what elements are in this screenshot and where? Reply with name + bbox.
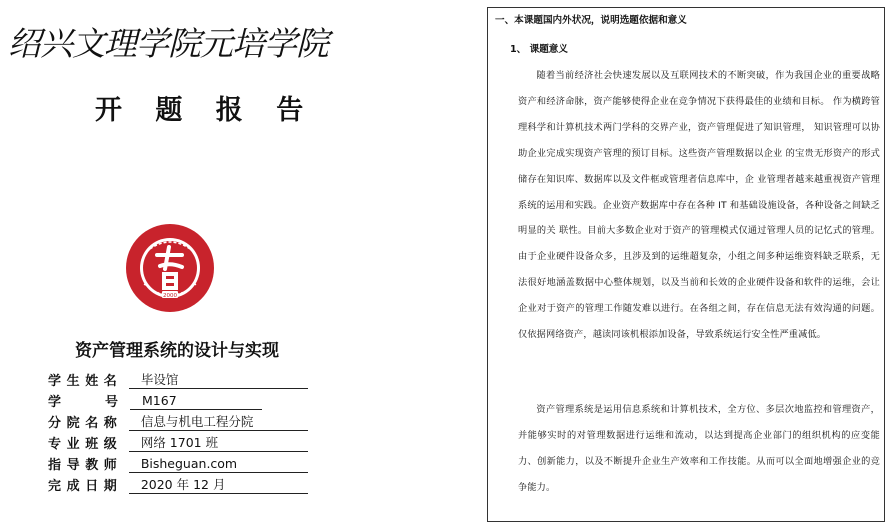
class-value: 网络 1701 班 <box>129 435 308 452</box>
report-title: 开 题 报 告 <box>95 95 316 126</box>
info-row-student-id <box>48 389 308 410</box>
department-value: 信息与机电工程分院 <box>129 414 308 431</box>
field-label: 指 导 教 师 <box>48 458 117 473</box>
field-label: 完 成 日 期 <box>48 479 117 494</box>
student-name-value: 毕设馆 <box>129 372 308 389</box>
paragraph-1: 随着当前经济社会快速发展以及互联网技术的不断突破，作为我国企业的重要战略资产和经济命脉，资产能够使得企业在竞争情况下获得最佳的业绩和目标。 作为横跨管理科学和计算机技术两门学科的交界产业，资产管理促进了知识管理， 知识管理可以协助企业完成实现资产管理的预订目标。这些资产管理数据以企业 的宝贵无形资产的形式储存在知识库、数据库以及文件框或管理者信息库中，企 业管理者越来越重视资产管理系统的运用和实践。企业资产数据库中存在各种 IT 和基础设施设备，各种设备之间缺乏明显的关 联性。目前大多数企业对于资产的管理模式仅通过管理人员的记忆式的管理。由于企业硬件设备众多，且涉及到的运维超复杂，小组之间多种运维资料缺乏联系，无法很好地涵盖数据中心整体规划，以及当前和长效的企业硬件设备和软件的运维，会让企业对于资产的管理工作随发难以进行。在各组之间，存在信息无法有效沟通的问题。仅依据网络资产，越读同该机根添加设备，导致系统运行安全性严重减低。 <box>518 70 880 341</box>
student-info-table <box>48 368 308 494</box>
sub-heading: 1、 课题意义 <box>510 44 568 55</box>
section-heading: 一、本课题国内外状况，说明选题依据和意义 <box>495 15 687 26</box>
advisor-value: Bisheguan.com <box>129 456 308 473</box>
field-label: 专 业 班 级 <box>48 437 117 452</box>
college-seal-logo <box>124 222 216 314</box>
completion-date-value: 2020 年 12 月 <box>129 477 308 494</box>
info-row-completion-date <box>48 473 308 494</box>
field-label: 学 号 <box>48 395 118 410</box>
project-title: 资产管理系统的设计与实现 <box>75 341 279 361</box>
info-row-department <box>48 410 308 431</box>
info-row-student-name <box>48 368 308 389</box>
seal-year: 2000 <box>163 293 177 299</box>
field-label: 分 院 名 称 <box>48 416 117 431</box>
student-id-value: M167 <box>130 393 262 410</box>
info-row-class <box>48 431 308 452</box>
content-page <box>487 7 885 522</box>
paragraph-2: 资产管理系统是运用信息系统和计算机技术，全方位、多层次地监控和管理资产，并能够实时的对管理数据进行运维和流动，以达到提高企业部门的组织机构的应变能力、创新能力，以及不断提升企业生产效率和工作技能。从而可以全面地增强企业的竞争能力。 <box>518 404 880 493</box>
info-row-advisor <box>48 452 308 473</box>
school-name: 绍兴文理学院元培学院 <box>8 24 328 63</box>
field-label: 学 生 姓 名 <box>48 374 117 389</box>
